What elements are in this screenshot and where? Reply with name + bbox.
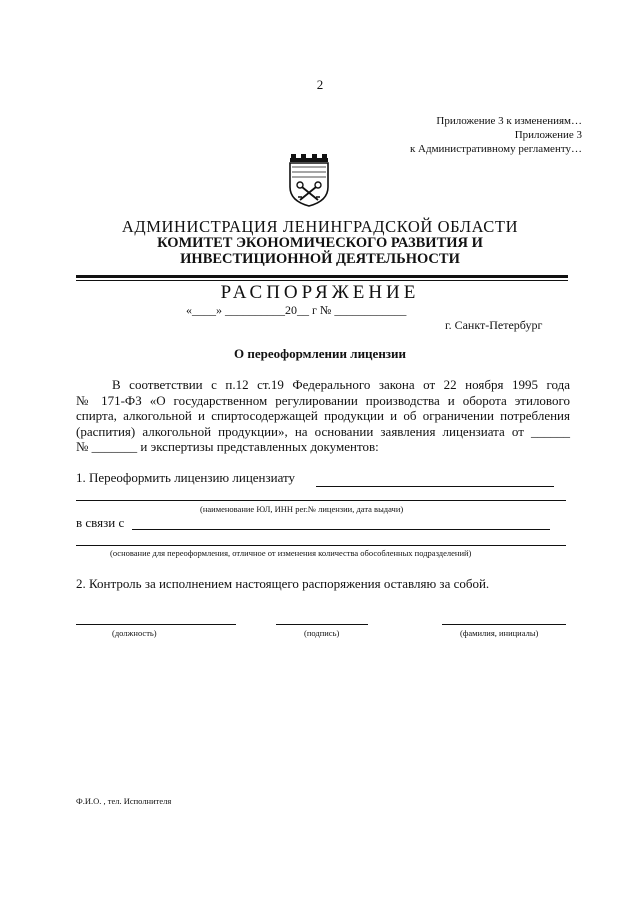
position-caption: (должность) xyxy=(112,628,157,638)
in-connection-label: в связи с xyxy=(76,515,125,530)
preamble-line: спирта, алкогольной и спиртосодержащей продукции и об ограничении потребления xyxy=(76,408,570,423)
preamble-paragraph xyxy=(76,377,570,455)
committee-title-line-1: КОМИТЕТ ЭКОНОМИЧЕСКОГО РАЗВИТИЯ И xyxy=(157,235,483,251)
reason-caption: (основание для переоформления, отличное от изменения количества обособленных подразделений) xyxy=(110,548,472,558)
appendix-line-3: к Административному регламенту… xyxy=(409,143,582,155)
executor-footer: Ф.И.О. , тел. Исполнителя xyxy=(76,796,172,806)
name-caption: (фамилия, инициалы) xyxy=(460,628,539,638)
document-subject: О переоформлении лицензии xyxy=(233,346,407,361)
appendix-line-1: Приложение 3 к изменениям… xyxy=(436,115,582,127)
date-number-line: «____» __________20__ г № ____________ xyxy=(186,303,407,317)
city: г. Санкт-Петербург xyxy=(445,318,543,332)
document-type: РАСПОРЯЖЕНИЕ xyxy=(220,282,420,303)
preamble-line: № 171-ФЗ «О государственном регулировании производства и оборота этилового xyxy=(76,392,570,408)
preamble-line: (распития) алкогольной продукции», на основании заявления лицензиата от ______ xyxy=(76,423,570,439)
licensee-field-line-2[interactable] xyxy=(76,500,566,501)
header-rule-thin xyxy=(76,280,568,281)
signature-line[interactable] xyxy=(276,624,368,625)
licensee-field-line[interactable] xyxy=(316,486,554,487)
preamble-line: № _______ и экспертизы представленных документов: xyxy=(76,439,379,454)
position-signature-line[interactable] xyxy=(76,624,236,625)
preamble-line: В соответствии с п.12 ст.19 Федерального закона от 22 ноября 1995 года xyxy=(112,377,570,392)
page-number: 2 xyxy=(316,77,324,92)
coat-of-arms-icon xyxy=(286,153,332,207)
appendix-line-2: Приложение 3 xyxy=(514,129,582,141)
name-signature-line[interactable] xyxy=(442,624,566,625)
header-rule-thick xyxy=(76,275,568,278)
item-2-text: 2. Контроль за исполнением настоящего распоряжения оставляю за собой. xyxy=(76,576,490,591)
reason-field-line[interactable] xyxy=(132,529,550,530)
licensee-caption: (наименование ЮЛ, ИНН рег.№ лицензии, дата выдачи) xyxy=(200,504,404,514)
item-1-text: 1. Переоформить лицензию лицензиату xyxy=(76,470,296,485)
signature-caption: (подпись) xyxy=(304,628,340,638)
authority-title: АДМИНИСТРАЦИЯ ЛЕНИНГРАДСКОЙ ОБЛАСТИ xyxy=(121,217,519,236)
committee-title-line-2: ИНВЕСТИЦИОННОЙ ДЕЯТЕЛЬНОСТИ xyxy=(180,251,460,267)
reason-field-line-2[interactable] xyxy=(76,545,566,546)
